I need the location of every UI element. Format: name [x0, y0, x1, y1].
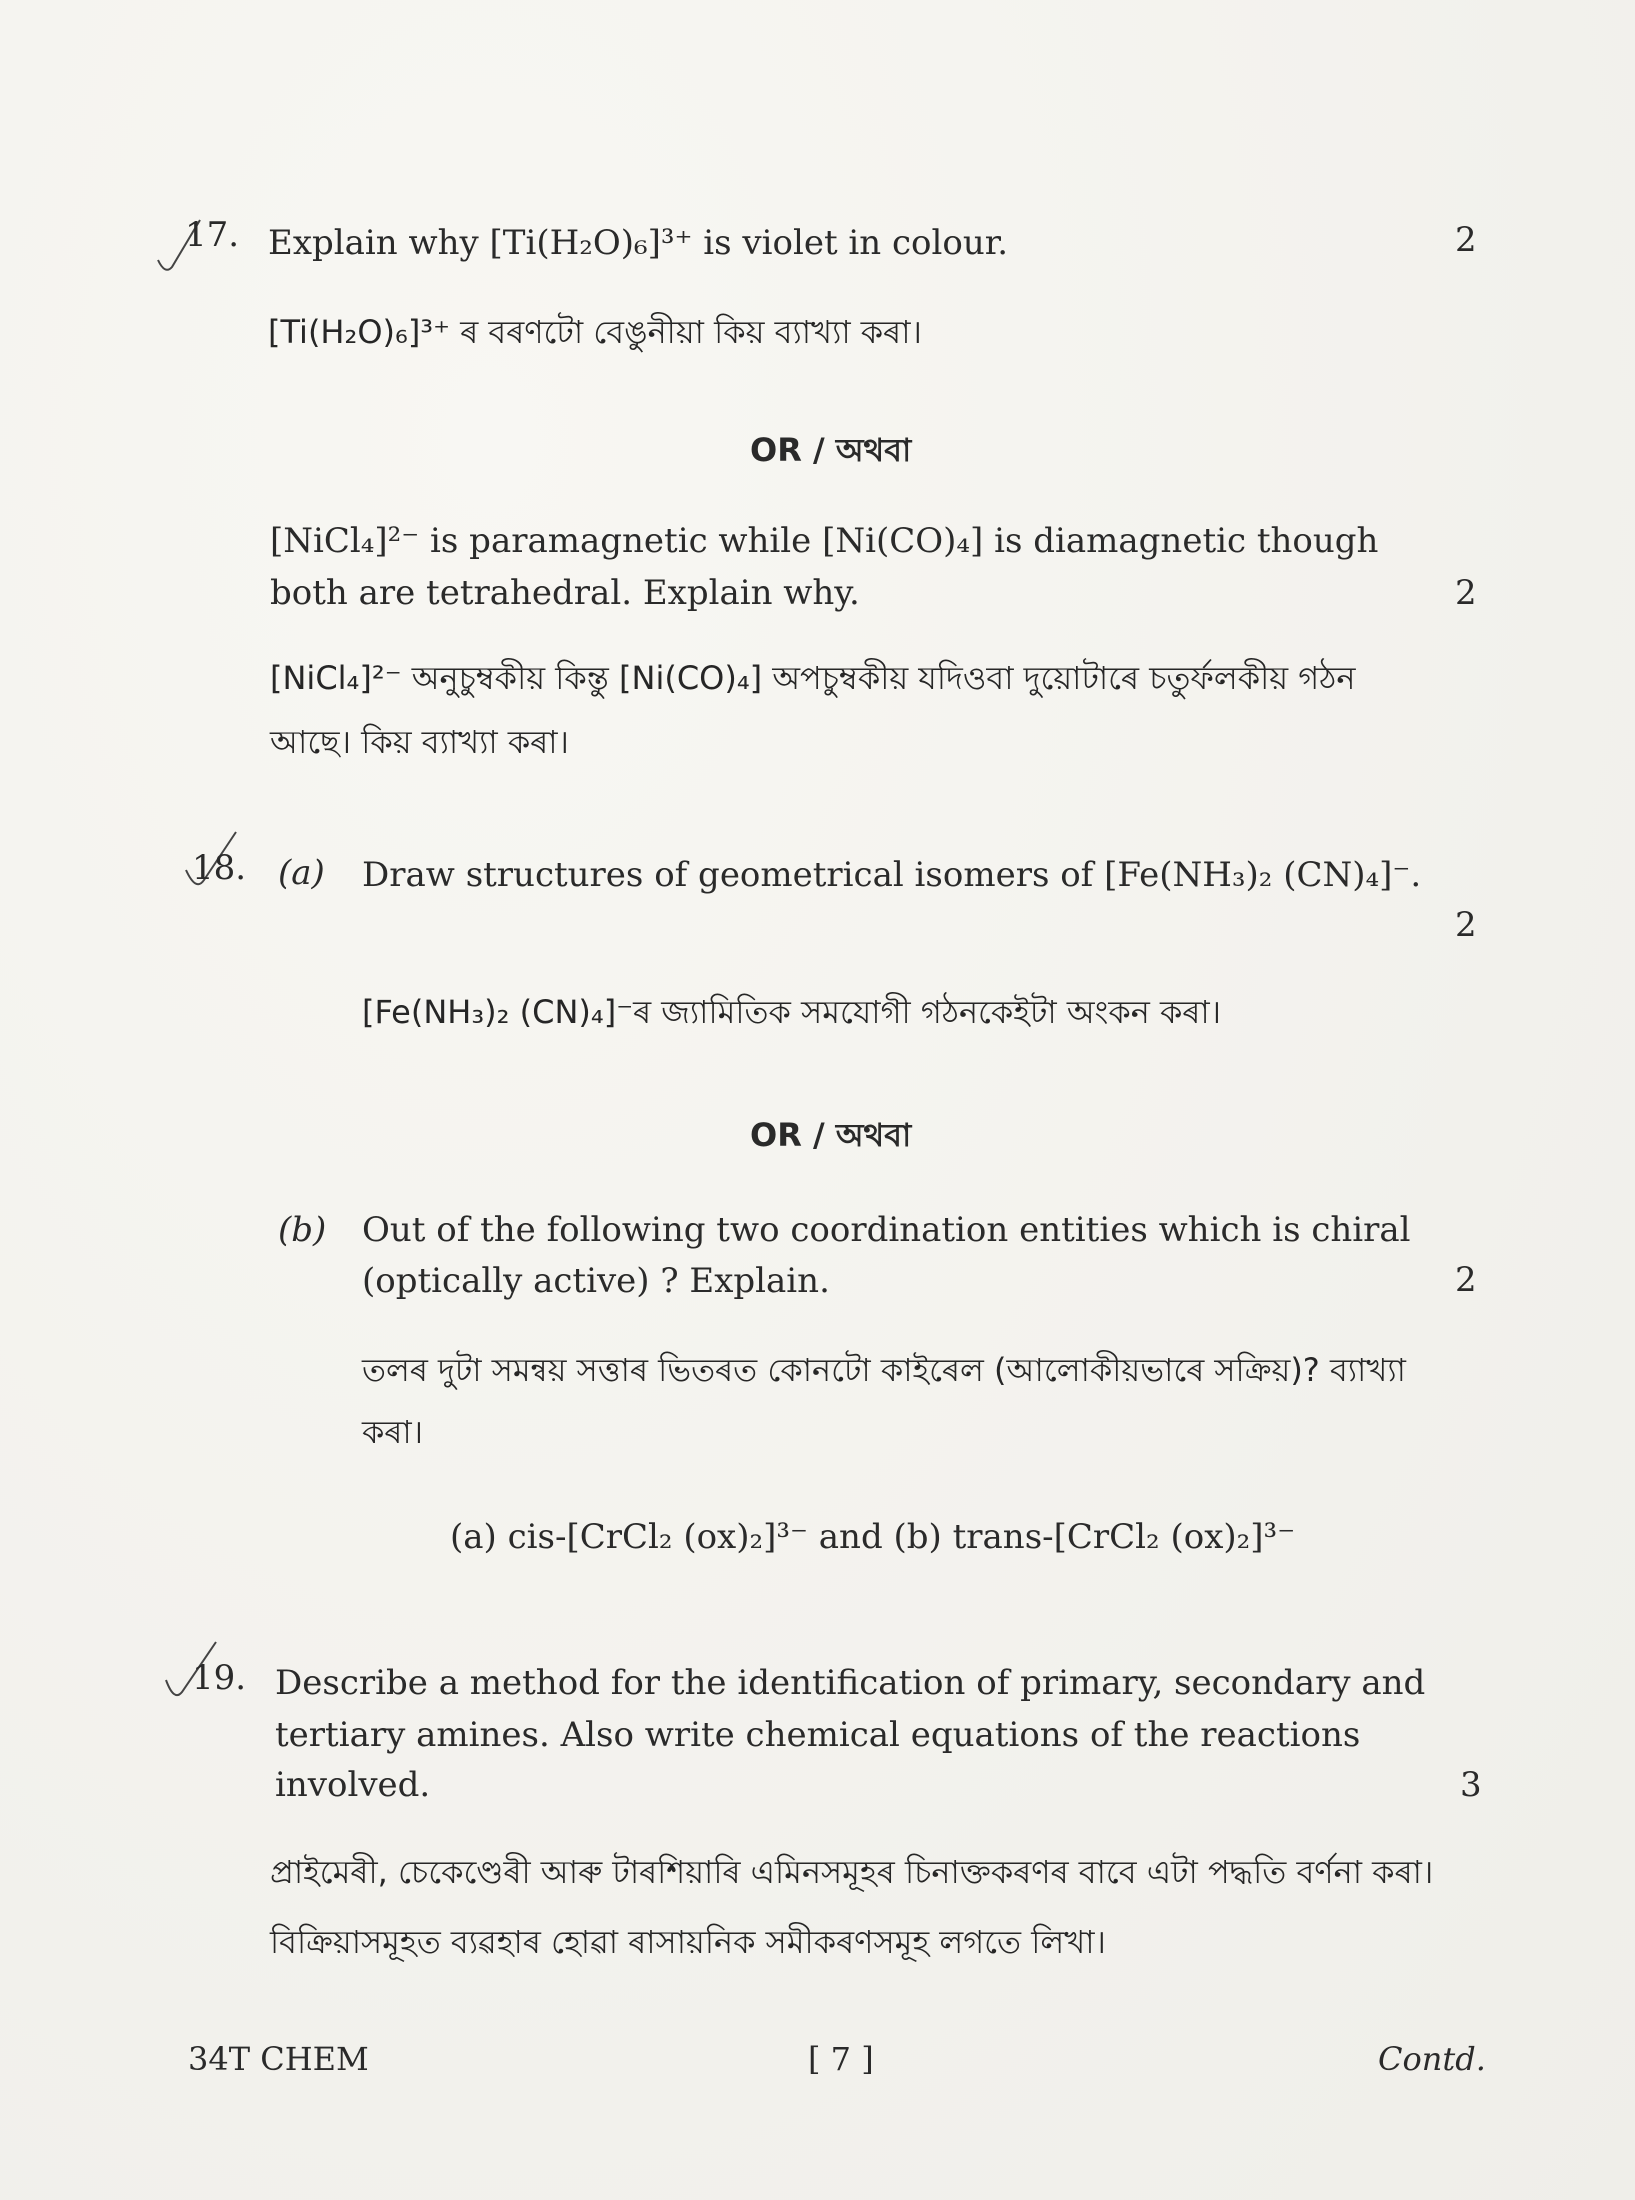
question-17-number: 17. [185, 215, 240, 255]
question-18a-label: (a) [278, 853, 325, 893]
question-19-number: 19. [192, 1658, 247, 1698]
question-17-marks: 2 [1455, 220, 1477, 260]
question-17-or-label: OR / অথবা [750, 431, 912, 469]
question-19-assamese-line2: বিক্ৰিয়াসমূহত ব্যৱহাৰ হোৱা ৰাসায়নিক সমীকৰণসমূহ লগতে লিখা। [270, 1923, 1106, 1961]
question-17-text: Explain why [Ti(H₂O)₆]³⁺ is violet in colour. [268, 223, 1009, 263]
question-19-text-line2: tertiary amines. Also write chemical equations of the reactions [275, 1715, 1361, 1755]
question-17-assamese: [Ti(H₂O)₆]³⁺ ৰ বৰণটো বেঙুনীয়া কিয় ব্যাখ্যা কৰা। [268, 313, 922, 351]
question-18-or-label: OR / অথবা [750, 1116, 912, 1154]
question-18-number: 18. [192, 848, 247, 888]
question-17-alt-assamese-line2: আছে। কিয় ব্যাখ্যা কৰা। [270, 723, 569, 761]
question-18a-marks: 2 [1455, 905, 1477, 945]
question-18a-text: Draw structures of geometrical isomers of [Fe(NH₃)₂ (CN)₄]⁻. [362, 855, 1422, 895]
question-19-text-line1: Describe a method for the identification of primary, secondary and [275, 1663, 1426, 1703]
question-19-assamese-line1: প্ৰাইমেৰী, চেকেণ্ডেৰী আৰু টাৰশিয়াৰি এমিনসমূহৰ চিনাক্তকৰণৰ বাবে এটা পদ্ধতি বৰ্ণনা কৰা। [270, 1853, 1434, 1891]
question-18b-text-line1: Out of the following two coordination entities which is chiral [362, 1210, 1411, 1250]
question-19-marks: 3 [1460, 1765, 1482, 1805]
question-17-alt-assamese-line1: [NiCl₄]²⁻ অনুচুম্বকীয় কিন্তু [Ni(CO)₄] অপচুম্বকীয় যদিওবা দুয়োটাৰে চতুৰ্ফলকীয় গঠন [270, 659, 1356, 697]
question-17-alt-text-line2: both are tetrahedral. Explain why. [270, 573, 860, 613]
footer-page-number: [ 7 ] [808, 2040, 874, 2078]
question-18b-assamese-line2: কৰা। [362, 1413, 424, 1451]
question-18b-marks: 2 [1455, 1260, 1477, 1300]
question-17-alt-marks: 2 [1455, 573, 1477, 613]
question-18b-entities: (a) cis-[CrCl₂ (ox)₂]³⁻ and (b) trans-[CrCl₂ (ox)₂]³⁻ [450, 1517, 1296, 1557]
footer-paper-code: 34T CHEM [188, 2040, 369, 2078]
question-18b-label: (b) [278, 1210, 327, 1250]
footer-contd: Contd. [1378, 2040, 1486, 2078]
question-18b-assamese-line1: তলৰ দুটা সমন্বয় সত্তাৰ ভিতৰত কোনটো কাইৰেল (আলোকীয়ভাৰে সক্ৰিয়)? ব্যাখ্যা [362, 1351, 1406, 1389]
question-19-text-line3: involved. [275, 1765, 431, 1805]
question-18b-text-line2: (optically active) ? Explain. [362, 1261, 830, 1301]
question-18a-assamese: [Fe(NH₃)₂ (CN)₄]⁻ৰ জ্যামিতিক সমযোগী গঠনকেইটা অংকন কৰা। [362, 993, 1222, 1031]
question-17-alt-text-line1: [NiCl₄]²⁻ is paramagnetic while [Ni(CO)₄] is diamagnetic though [270, 521, 1379, 561]
